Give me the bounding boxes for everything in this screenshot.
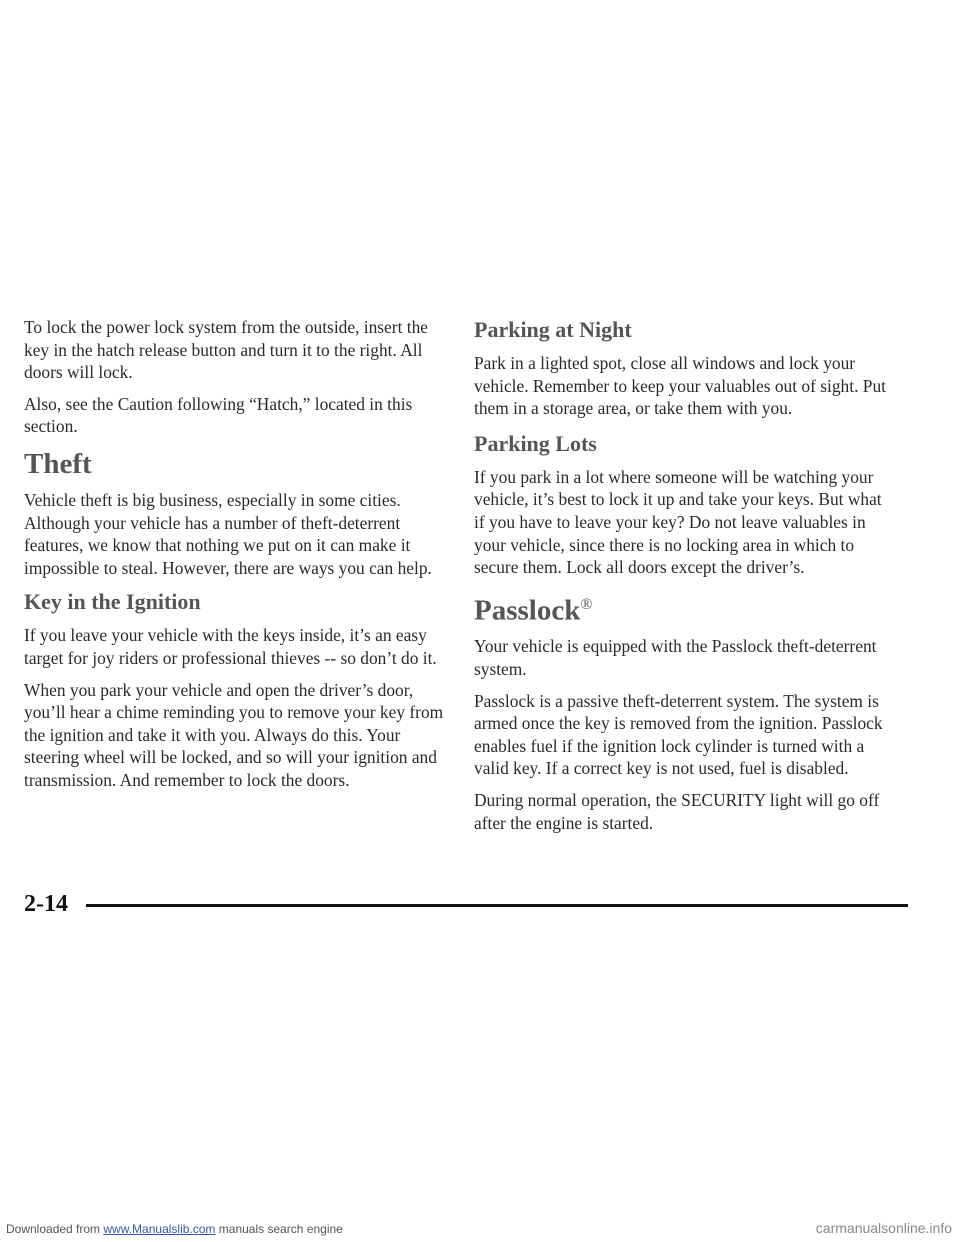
passlock-paragraph-2: Passlock is a passive theft-deterrent system. The system is armed once the key is removed from the ignition. Passlock enables fuel if the ignition lock cylinder is turned with a valid key. If a correct key is not used, fuel is disabled. xyxy=(474,690,883,779)
download-banner xyxy=(6,1222,343,1236)
key-in-ignition-heading: Key in the Ignition xyxy=(24,589,201,615)
right-column xyxy=(474,316,894,843)
passlock-paragraph-1: Your vehicle is equipped with the Passlock theft-deterrent system. xyxy=(474,636,877,679)
key-in-ignition-paragraph-1: If you leave your vehicle with the keys inside, it’s an easy target for joy riders or professional thieves -- so don’t do it. xyxy=(24,625,437,668)
page-number: 2-14 xyxy=(24,891,68,917)
page-footer xyxy=(24,889,890,919)
passlock-heading-text: Passlock xyxy=(474,594,581,627)
manualslib-link[interactable]: www.Manualslib.com xyxy=(103,1222,216,1236)
registered-mark: ® xyxy=(580,595,593,613)
parking-at-night-heading: Parking at Night xyxy=(474,317,632,342)
watermark-brand: carmanualsonline.info xyxy=(815,1220,952,1236)
power-lock-paragraph: To lock the power lock system from the outside, insert the key in the hatch release button and turn it to the right. All doors will lock. xyxy=(24,317,428,383)
banner-suffix: manuals search engine xyxy=(215,1222,343,1236)
footer-rule xyxy=(86,904,908,907)
theft-heading: Theft xyxy=(24,447,92,480)
key-in-ignition-paragraph-2: When you park your vehicle and open the driver’s door, you’ll hear a chime reminding you to remove your key from the ignition and take it with you. Always do this. Your steering wheel will be locked, and so will your ignition and transmission. And remember to lock the doors. xyxy=(24,679,444,790)
left-column xyxy=(24,316,444,801)
banner-prefix: Downloaded from xyxy=(6,1222,104,1236)
parking-lots-paragraph: If you park in a lot where someone will be watching your vehicle, it’s best to lock it up and take your keys. But what if you have to leave your key? Do not leave valuables in your vehicle, since there is no locking area in which to secure them. Lock all doors except the driver’s. xyxy=(474,466,882,578)
theft-paragraph: Vehicle theft is big business, especially in some cities. Although your vehicle has a number of theft-deterrent features, we know that nothing we put on it can make it impossible to steal. However, there are ways you can help. xyxy=(24,489,432,578)
passlock-heading xyxy=(474,588,894,628)
parking-lots-heading: Parking Lots xyxy=(474,430,597,456)
hatch-caution-paragraph: Also, see the Caution following “Hatch,” located in this section. xyxy=(24,393,413,437)
passlock-paragraph-3: During normal operation, the SECURITY light will go off after the engine is started. xyxy=(474,789,880,833)
parking-at-night-paragraph: Park in a lighted spot, close all windows and lock your vehicle. Remember to keep your valuables out of sight. Put them in a storage area, or take them with you. xyxy=(474,353,886,419)
